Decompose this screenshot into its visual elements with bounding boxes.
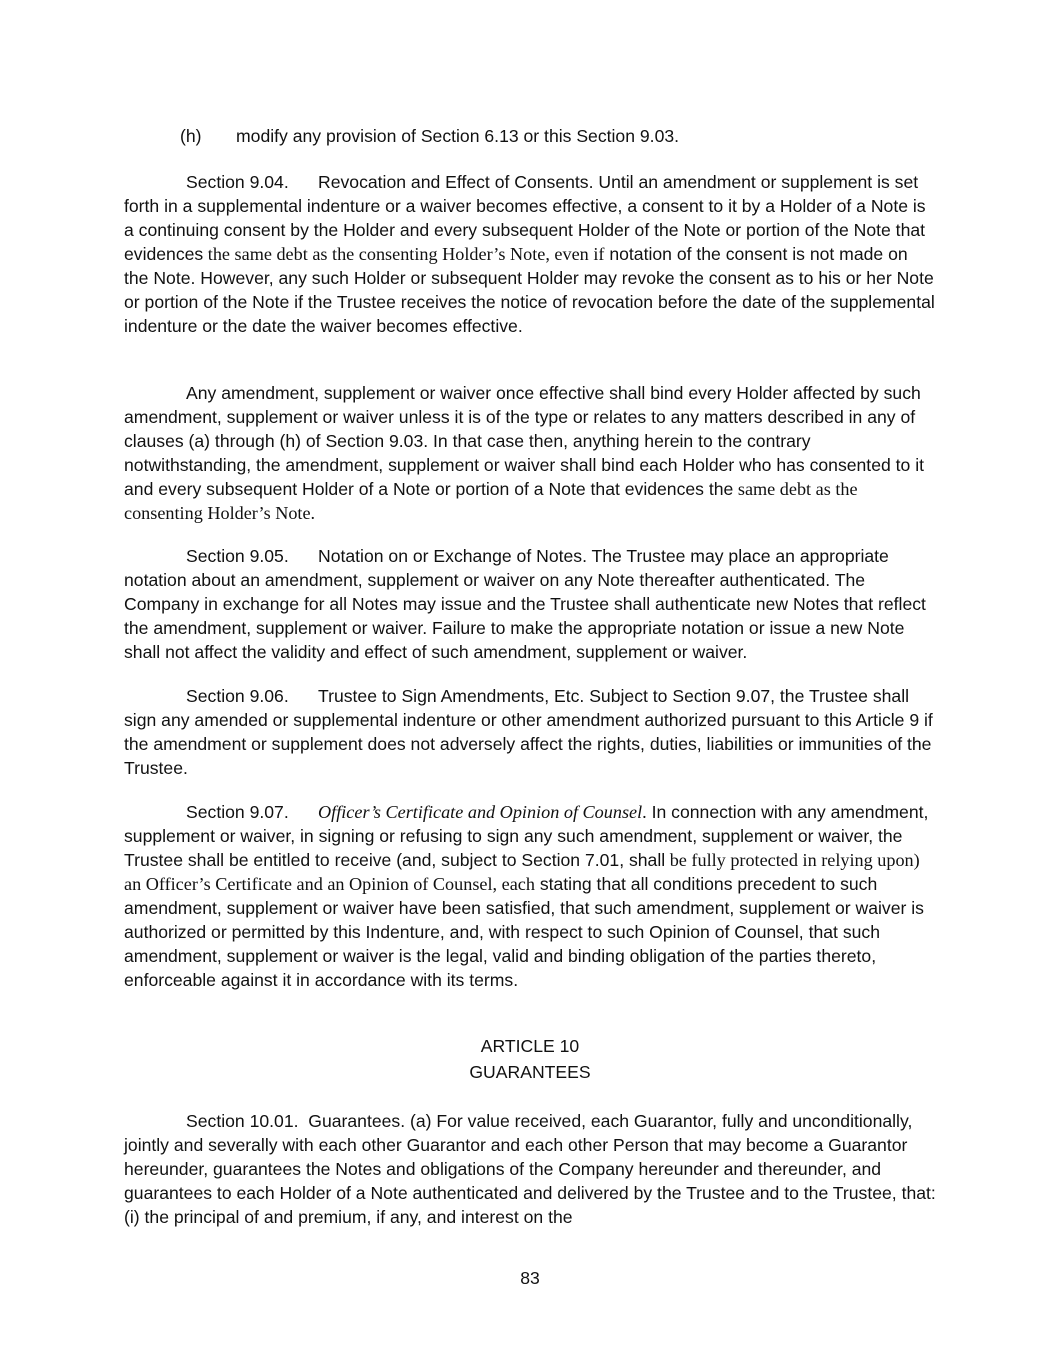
section-9-04-paragraph <box>124 170 936 338</box>
section-body: Notation on or Exchange of Notes. The Trustee may place an appropriate notation about an amendment, supplement or waiver on any Note thereafter authenticated. The Company in exchange for all Notes may issue and the Trustee shall authenticate new Notes that reflect the amendment, supplement or waiver. Failure to make the appropriate notation or issue a new Note shall not affect the validity and effect of such amendment, supplement or waiver. <box>124 546 926 662</box>
section-number: Section 9.06. <box>186 686 289 706</box>
section-body: stating that all conditions precedent to such amendment, supplement or waiver have been satisfied, that such amendment, supplement or waiver is authorized or permitted by this Indenture, and, with respect to such Opinion of Counsel, that such amendment, supplement or waiver is the legal, valid and binding obligation of the parties thereto, enforceable against it in accordance with its terms. <box>124 874 924 990</box>
paragraph-body: Any amendment, supplement or waiver once effective shall bind every Holder affected by such amendment, supplement or waiver unless it is of the type or relates to any matters described in any of clauses (a) through (h) of Section 9.03. In that case then, anything herein to the contrary notwithstanding, the amendment, supplement or waiver shall bind each Holder who has consented to it and every subsequent Holder of a Note or portion of a Note that evidences the <box>124 383 925 499</box>
section-body: notation of the consent is not made on the Note. However, any such Holder or subsequent Holder may revoke the consent as to his or her Note or portion of the Note if the Trustee receives the notice of revocation before the date of the supplemental indenture or the date the waiver becomes effective. <box>124 244 935 336</box>
section-title-period: . <box>642 802 647 822</box>
clause-h <box>180 124 679 148</box>
article-title: GUARANTEES <box>469 1062 591 1082</box>
section-body: Revocation and Effect of Consents. Until an amendment or supplement is set forth in a supplemental indenture or a waiver becomes effective, a consent to it by a Holder of a Note is a continuing consent by the Holder and every subsequent Holder of the Note or portion of the Note that evidences <box>124 172 926 264</box>
section-10-01-paragraph <box>124 1109 936 1229</box>
section-number: Section 10.01. <box>186 1111 299 1131</box>
section-body-serif: the same debt as the consenting Holder’s Note, even if <box>203 244 605 264</box>
section-number: Section 9.04. <box>186 172 289 192</box>
binding-effect-paragraph <box>124 381 936 525</box>
section-body: Trustee to Sign Amendments, Etc. Subject to Section 9.07, the Trustee shall sign any amended or supplemental indenture or other amendment authorized pursuant to this Article 9 if the amendment or supplement does not adversely affect the rights, duties, liabilities or immunities of the Trustee. <box>124 686 933 778</box>
article-number: ARTICLE 10 <box>480 1036 580 1056</box>
clause-text: modify any provision of Section 6.13 or this Section 9.03. <box>236 126 680 146</box>
section-body-serif: be fully protected in relying upon) an Officer’s Certificate and an Opinion of Counsel, each <box>124 850 920 894</box>
section-number: Section 9.07. <box>186 802 289 822</box>
section-number: Section 9.05. <box>186 546 289 566</box>
section-9-05-paragraph <box>124 544 936 664</box>
section-body: Guarantees. (a) For value received, each Guarantor, fully and unconditionally, jointly and severally with each other Guarantor and each other Person that may become a Guarantor hereunder, guarantees the Notes and obligations of the Company hereunder and thereunder, and guarantees to each Holder of a Note authenticated and delivered by the Trustee and to the Trustee, that: (i) the principal of and premium, if any, and interest on the <box>124 1111 936 1227</box>
paragraph-body-serif: same debt as the consenting Holder’s Note. <box>124 479 858 523</box>
clause-label: (h) <box>180 126 202 146</box>
page-number: 83 <box>520 1268 540 1288</box>
section-9-07-paragraph <box>124 800 936 992</box>
section-title: Officer’s Certificate and Opinion of Counsel <box>318 802 643 822</box>
section-body: In connection with any amendment, supplement or waiver, in signing or refusing to sign any such amendment, supplement or waiver, the Trustee shall be entitled to receive (and, subject to Section 7.01, shall <box>124 802 929 870</box>
section-9-06-paragraph <box>124 684 936 780</box>
